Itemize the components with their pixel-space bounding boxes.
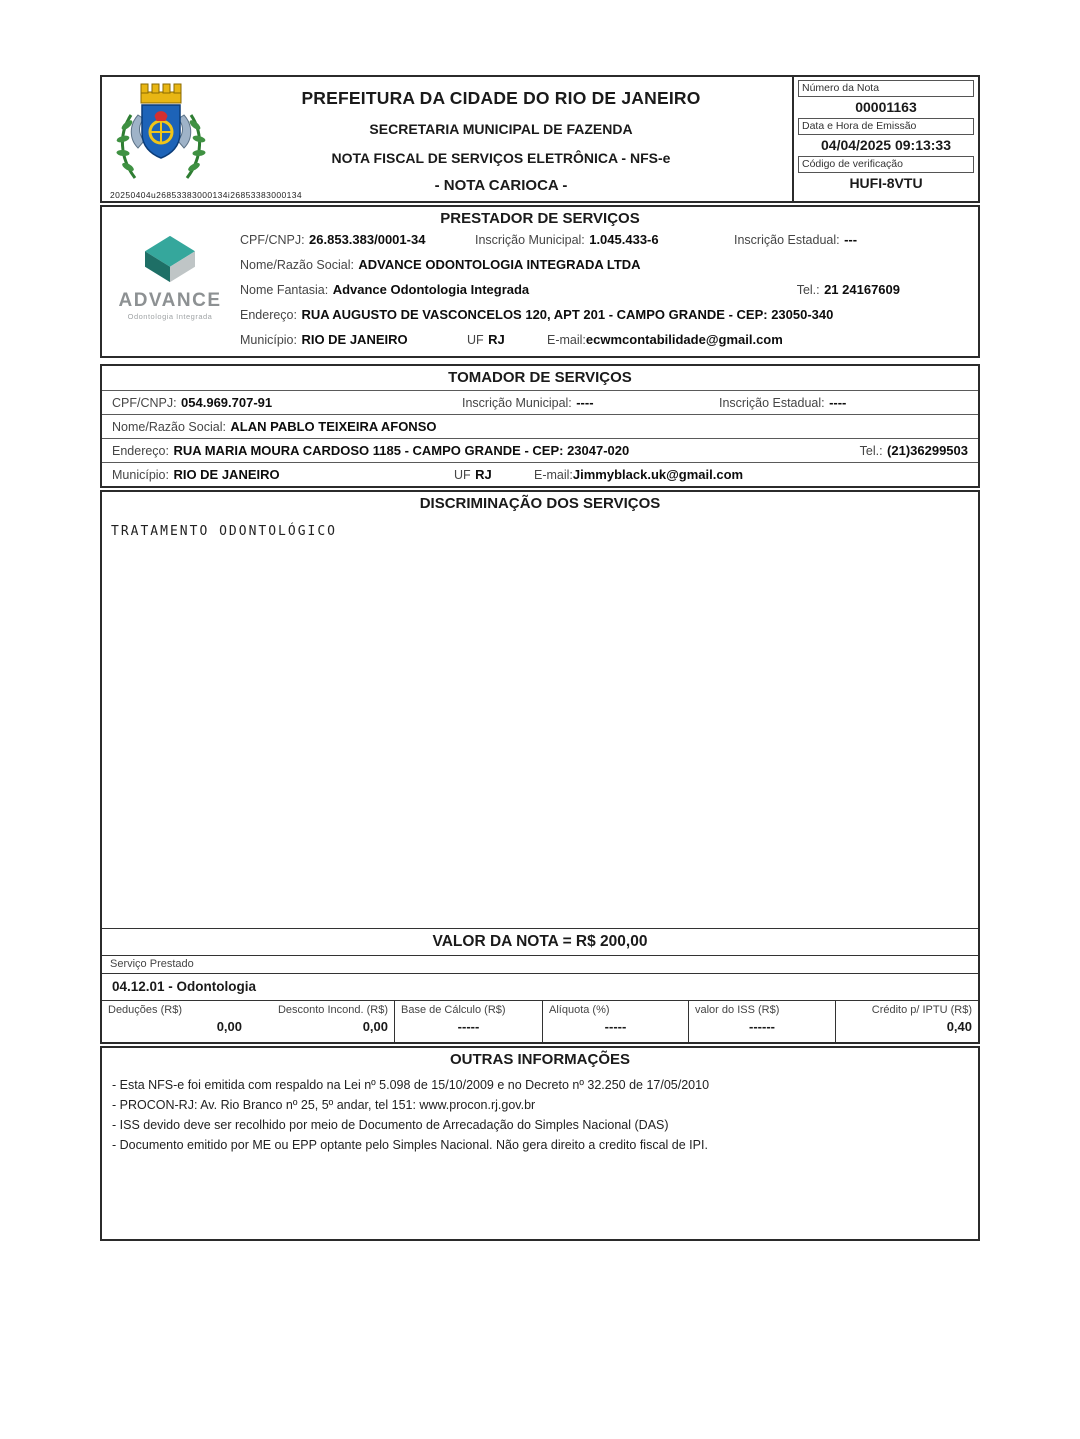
prestador-inscricao-estadual-value: --- [844, 232, 858, 247]
valor-da-nota: VALOR DA NOTA = R$ 200,00 [102, 928, 978, 955]
prestador-inscricao-estadual-label: Inscrição Estadual: [734, 233, 840, 247]
tomador-cpf-value: 054.969.707-91 [181, 394, 273, 410]
servico-prestado-codigo: 04.12.01 - Odontologia [102, 973, 978, 1000]
prestador-fantasia-value: Advance Odontologia Integrada [332, 282, 530, 297]
prestador-fantasia-label: Nome Fantasia: [240, 283, 329, 297]
prestador-tel-value: 21 24167609 [824, 282, 900, 297]
tomador-municipio-label: Município: [112, 467, 169, 482]
tomador-uf-label: UF [454, 467, 471, 482]
prestador-endereco-value: RUA AUGUSTO DE VASCONCELOS 120, APT 201 - CAMPO GRANDE - CEP: 23050-340 [301, 307, 834, 322]
document-subtitle: - NOTA CARIOCA - [434, 177, 568, 194]
tomador-inscricao-municipal-label: Inscrição Municipal: [462, 395, 572, 410]
header [100, 75, 980, 203]
tomador-inscricao-municipal-value: ---- [576, 394, 594, 410]
totais-col-base-calculo: Base de Cálculo (R$) ----- [394, 1001, 542, 1042]
department-title: SECRETARIA MUNICIPAL DE FAZENDA [369, 121, 633, 137]
invoice-document [100, 75, 980, 1241]
prestador-cpf-value: 26.853.383/0001-34 [309, 232, 426, 247]
servico-prestado-label: Serviço Prestado [102, 955, 978, 973]
prestador-inscricao-municipal-label: Inscrição Municipal: [475, 233, 585, 247]
control-code-string: 20250404u26853383000134i26853383000134 [110, 190, 302, 200]
advance-logo-tagline: Odontologia Integrada [127, 312, 213, 321]
nota-number-label: Número da Nota [798, 80, 974, 97]
servicos-section-title: DISCRIMINAÇÃO DOS SERVIÇOS [419, 495, 661, 512]
prestador-uf-label: UF [467, 333, 484, 347]
prestador-inscricao-municipal-value: 1.045.433-6 [589, 232, 659, 247]
tomador-municipio-value: RIO DE JANEIRO [173, 466, 280, 482]
prestador-uf-value: RJ [488, 332, 505, 347]
totais-col-valor-iss: valor do ISS (R$) ------ [688, 1001, 835, 1042]
header-left [102, 77, 792, 201]
prestador-email-label: E-mail: [547, 333, 586, 347]
verification-code-label: Código de verificação [798, 156, 974, 173]
tomador-section [100, 364, 980, 488]
tomador-razao-value: ALAN PABLO TEIXEIRA AFONSO [230, 418, 437, 434]
header-info-column [792, 77, 978, 201]
outras-informacoes-lines [102, 1072, 978, 1158]
info-line: - ISS devido deve ser recolhido por meio de Documento de Arrecadação do Simples Nacional (DAS) [112, 1118, 669, 1132]
prestador-cpf-label: CPF/CNPJ: [240, 233, 305, 247]
tomador-endereco-value: RUA MARIA MOURA CARDOSO 1185 - CAMPO GRANDE - CEP: 23047-020 [173, 442, 630, 458]
tomador-endereco-label: Endereço: [112, 443, 169, 458]
prestador-razao-value: ADVANCE ODONTOLOGIA INTEGRADA LTDA [358, 257, 641, 272]
tomador-tel-value: (21)36299503 [887, 442, 968, 458]
verification-code-value: HUFI-8VTU [849, 175, 923, 191]
info-line: - Esta NFS-e foi emitida com respaldo na Lei nº 5.098 de 15/10/2009 e no Decreto nº 32.250 de 17/05/2010 [112, 1078, 710, 1092]
totais-table [102, 1000, 978, 1042]
emission-datetime-value: 04/04/2025 09:13:33 [821, 137, 951, 153]
outras-informacoes-title: OUTRAS INFORMAÇÕES [450, 1051, 630, 1068]
prestador-email-value: ecwmcontabilidade@gmail.com [585, 332, 783, 347]
totais-col-deducoes: Deduções (R$) 0,00 [108, 1004, 242, 1034]
tomador-inscricao-estadual-value: ---- [829, 394, 847, 410]
servicos-descricao-area [102, 516, 978, 928]
prestador-municipio-label: Município: [240, 333, 297, 347]
tomador-inscricao-estadual-label: Inscrição Estadual: [719, 395, 825, 410]
prestador-endereco-label: Endereço: [240, 308, 297, 322]
tomador-razao-label: Nome/Razão Social: [112, 419, 226, 434]
tomador-uf-value: RJ [475, 466, 492, 482]
totais-col-credito-iptu: Crédito p/ IPTU (R$) 0,40 [835, 1001, 978, 1042]
tomador-tel-label: Tel.: [859, 443, 883, 458]
prestador-razao-label: Nome/Razão Social: [240, 258, 354, 272]
prestador-section [100, 205, 980, 358]
prestador-section-title: PRESTADOR DE SERVIÇOS [440, 210, 640, 227]
tomador-cpf-label: CPF/CNPJ: [112, 395, 177, 410]
document-type-title: NOTA FISCAL DE SERVIÇOS ELETRÔNICA - NFS-e [331, 150, 671, 166]
tomador-section-title: TOMADOR DE SERVIÇOS [448, 369, 632, 386]
servicos-section [100, 490, 980, 1044]
prestador-fields [230, 231, 970, 356]
tomador-email-label: E-mail: [534, 467, 573, 482]
tomador-email-value: Jimmyblack.uk@gmail.com [572, 466, 744, 482]
rio-coat-of-arms-icon [111, 81, 211, 185]
prestador-municipio-value: RIO DE JANEIRO [301, 332, 408, 347]
info-line: - Documento emitido por ME ou EPP optante pelo Simples Nacional. Não gera direito a credito fiscal de IPI. [112, 1138, 708, 1152]
emission-datetime-label: Data e Hora de Emissão [798, 118, 974, 135]
advance-logo-text: ADVANCE [118, 290, 222, 311]
totais-col-desconto: Desconto Incond. (R$) 0,00 [277, 1004, 388, 1034]
info-line: - PROCON-RJ: Av. Rio Branco nº 25, 5º andar, tel 151: www.procon.rj.gov.br [112, 1098, 536, 1112]
municipality-title: PREFEITURA DA CIDADE DO RIO DE JANEIRO [301, 88, 701, 108]
outras-informacoes-section [100, 1046, 980, 1241]
nota-number-value: 00001163 [855, 99, 917, 115]
totais-col-aliquota: Alíquota (%) ----- [542, 1001, 688, 1042]
servicos-descricao-text: TRATAMENTO ODONTOLÓGICO [111, 524, 338, 539]
prestador-tel-label: Tel.: [796, 283, 820, 297]
advance-logo [110, 231, 230, 356]
advance-logo-icon [141, 234, 199, 284]
